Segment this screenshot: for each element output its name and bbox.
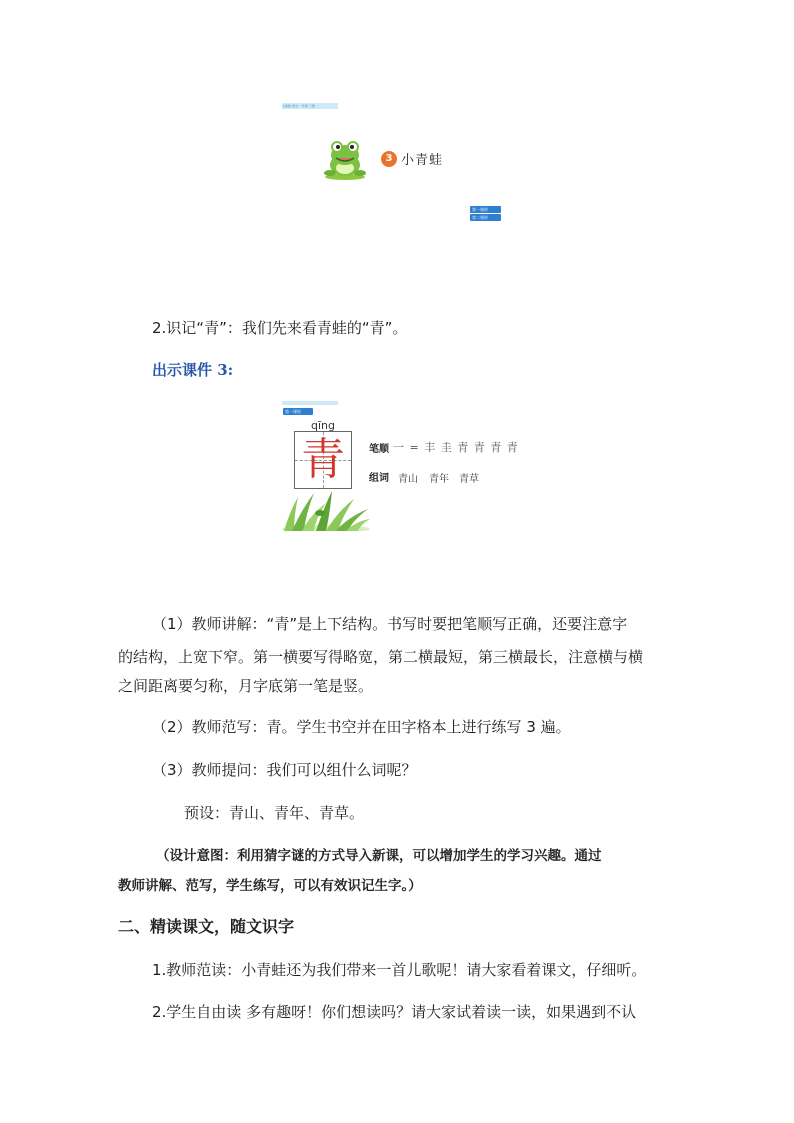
explain-line-2: 的结构，上宽下窄。第一横要写得略宽，第二横最短，第三横最长，注意横与横 <box>118 648 644 666</box>
explain-line-1: （1）教师讲解：“青”是上下结构。书写时要把笔顺写正确，还要注意字 <box>152 615 628 633</box>
lesson-period-buttons <box>470 206 501 222</box>
period-2-button[interactable]: 第二课时 <box>470 214 501 221</box>
word-group-label: 组词 <box>369 473 389 484</box>
design-intent-line-2: 教师讲解、范写，学生练写，可以有效识记生字。） <box>118 878 422 894</box>
word-item: 青年 <box>429 474 449 485</box>
explain-line-3: 之间距离要匀称，月字底第一笔是竖。 <box>118 677 374 695</box>
tianzige-grid <box>294 431 352 489</box>
grass-frog-illustration <box>280 489 372 531</box>
period-1-button[interactable]: 第一课时 <box>470 206 501 213</box>
lesson-title <box>381 149 443 168</box>
stroke-order-label: 笔顺 <box>369 444 389 455</box>
slide3-header-strip <box>282 401 338 405</box>
slide3-period-button[interactable]: 第一课时 <box>283 408 313 415</box>
step-1: 1.教师范读：小青蛙还为我们带来一首儿歌呢！请大家看着课文，仔细听。 <box>152 961 647 979</box>
pinyin: qīng <box>311 419 335 432</box>
preset-answer: 预设：青山、青年、青草。 <box>184 804 365 822</box>
teacher-question: （3）教师提问：我们可以组什么词呢？ <box>152 761 417 779</box>
slide-header-strip: 人教版 语文 一年级 下册 <box>282 103 338 109</box>
courseware-label: 出示课件 3: <box>152 361 234 379</box>
lesson-number-badge: 3 <box>381 151 397 167</box>
design-intent-line-1: （设计意图：利用猜字谜的方式导入新课，可以增加学生的学习兴趣。通过 <box>156 848 602 864</box>
character-qing: 青 <box>301 434 345 485</box>
step-2: 2.学生自由读 多有趣呀！你们想读吗？请大家试着读一读，如果遇到不认 <box>152 1003 637 1021</box>
section-heading: 二、精读课文，随文识字 <box>118 917 295 936</box>
word-item: 青草 <box>459 474 479 485</box>
frog-icon <box>322 138 368 180</box>
paragraph-recognize-qing: 2.识记“青”：我们先来看青蛙的“青”。 <box>152 319 408 337</box>
lesson-name: 小青蛙 <box>401 153 444 168</box>
word-item: 青山 <box>398 474 418 485</box>
stroke-order-sequence: 一 = 丰 圭 青 青 青 青 <box>393 441 519 454</box>
demo-writing: （2）教师范写：青。学生书空并在田字格本上进行练写 3 遍。 <box>152 718 571 736</box>
